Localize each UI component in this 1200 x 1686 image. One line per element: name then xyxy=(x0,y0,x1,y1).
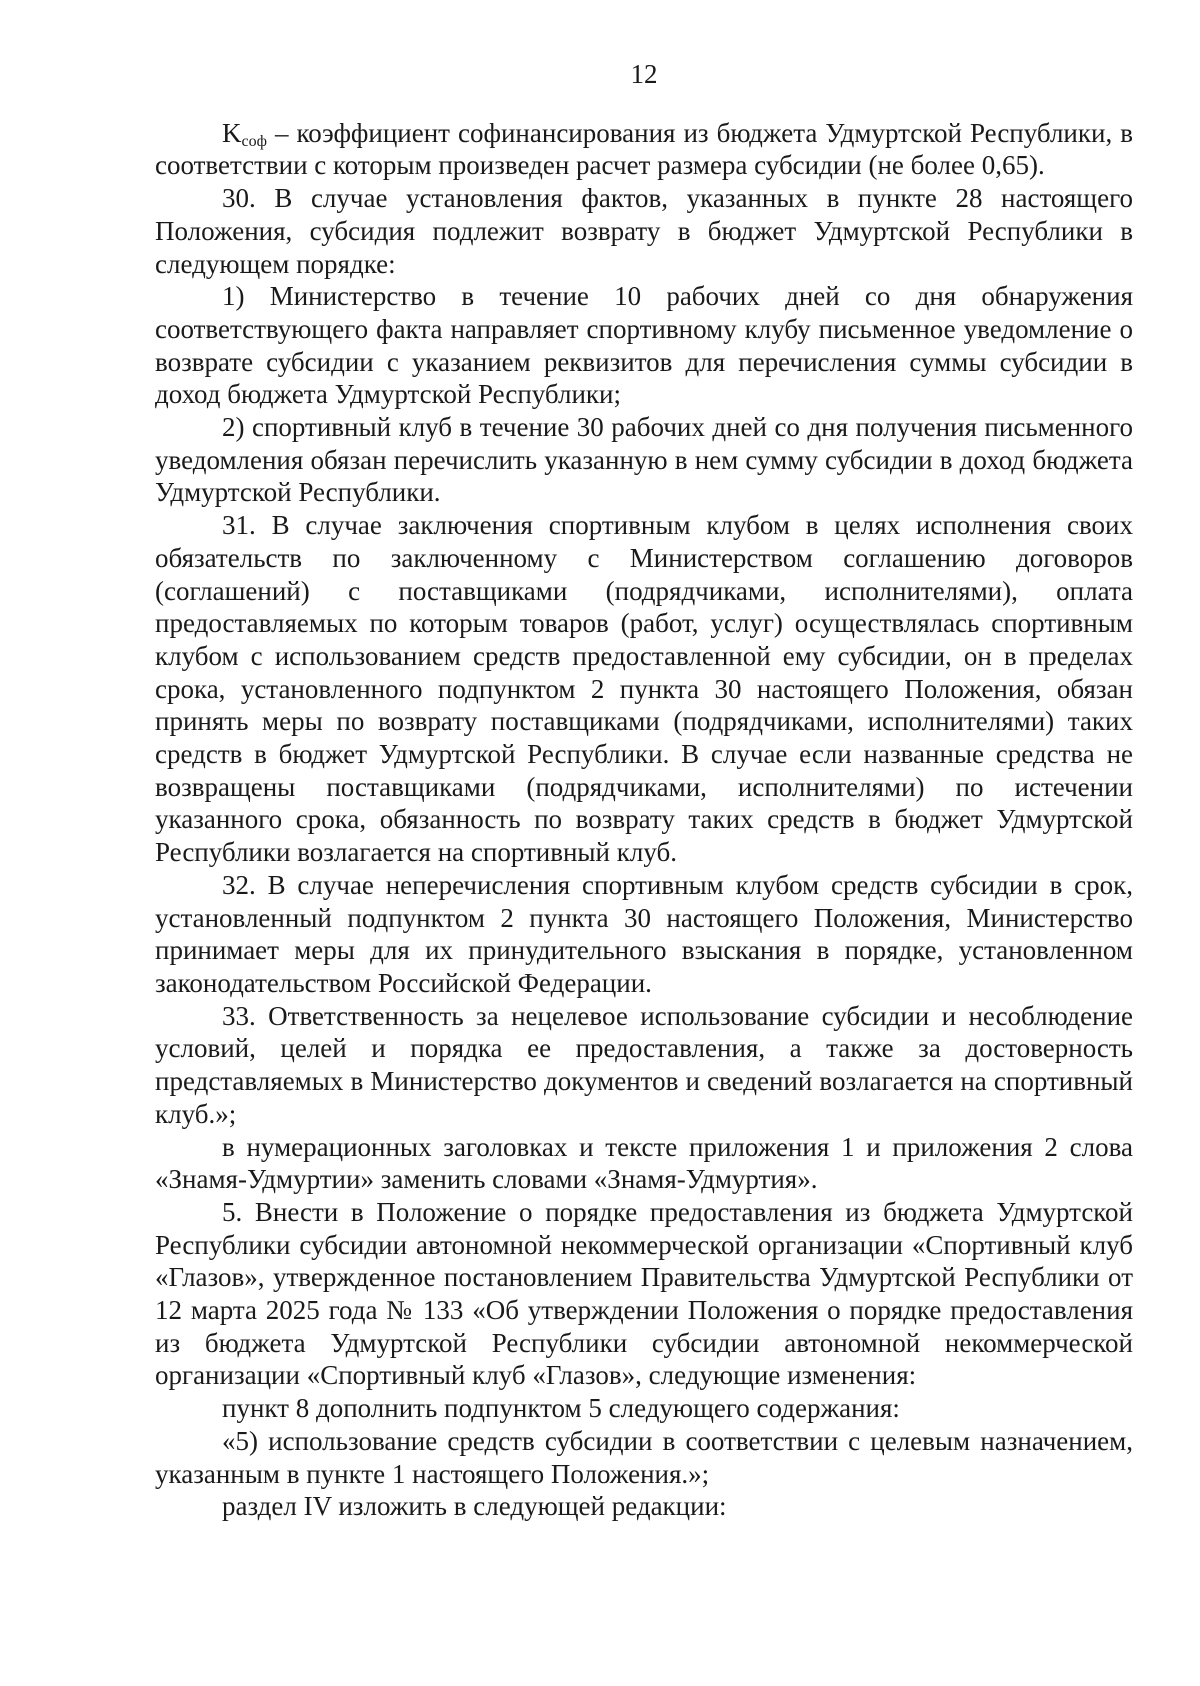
paragraph-5: 5. Внести в Положение о порядке предоставления из бюджета Удмуртской Республики субсидии автономной некоммерческой организации «Спортивный клуб «Глазов», утвержденное постановлением Правительства Удмуртской Республики от 12 марта 2025 года № 133 «Об утверждении Положения о порядке предоставления из бюджета Удмуртской Республики субсидии автономной некоммерческой организации «Спортивный клуб «Глазов», следующие изменения: xyxy=(155,1196,1133,1391)
paragraph-30-item-2: 2) спортивный клуб в течение 30 рабочих дней со дня получения письменного уведомления обязан перечислить указанную в нем сумму субсидии в доход бюджета Удмуртской Республики. xyxy=(155,412,1133,508)
paragraph-30: 30. В случае установления фактов, указанных в пункте 28 настоящего Положения, субсидия подлежит возврату в бюджет Удмуртской Республики в следующем порядке: xyxy=(155,183,1133,279)
formula-text: – коэффициент софинансирования из бюджета Удмуртской Республики, в соответствии с которым произведен расчет размера субсидии (не более 0,65). xyxy=(155,117,1133,181)
paragraph-section-4: раздел IV изложить в следующей редакции: xyxy=(222,1491,727,1522)
document-page xyxy=(155,58,1133,1523)
paragraph-30-item-1: 1) Министерство в течение 10 рабочих дней со дня обнаружения соответствующего факта направляет спортивному клубу письменное уведомление о возврате субсидии с указанием реквизитов для перечисления суммы субсидии в доход бюджета Удмуртской Республики; xyxy=(155,281,1133,410)
page-number: 12 xyxy=(630,59,658,89)
paragraph-31: 31. В случае заключения спортивным клубом в целях исполнения своих обязательств по заключенному с Министерством соглашению договоров (соглашений) с поставщиками (подрядчиками, исполнителями), оплата предоставляемых по которым товаров (работ, услуг) осуществлялась спортивным клубом с использованием средств предоставленной ему субсидии, он в пределах срока, установленного подпунктом 2 пункта 30 настоящего Положения, обязан принять меры по возврату поставщиками (подрядчиками, исполнителями) таких средств в бюджет Удмуртской Республики. В случае если названные средства не возвращены поставщиками (подрядчиками, исполнителями) по истечении указанного срока, обязанность по возврату таких средств в бюджет Удмуртской Республики возлагается на спортивный клуб. xyxy=(155,510,1133,868)
formula-subscript: соф xyxy=(241,132,267,150)
paragraph-subpoint-5: «5) использование средств субсидии в соответствии с целевым назначением, указанным в пункте 1 настоящего Положения.»; xyxy=(155,1425,1133,1489)
formula-definition xyxy=(155,117,1133,182)
paragraph-appendix-rename: в нумерационных заголовках и тексте приложения 1 и приложения 2 слова «Знамя-Удмуртии» заменить словами «Знамя-Удмуртия». xyxy=(155,1131,1133,1195)
paragraph-33: 33. Ответственность за нецелевое использование субсидии и несоблюдение условий, целей и порядка ее предоставления, а также за достоверность представляемых в Министерство документов и сведений возлагается на спортивный клуб.»; xyxy=(155,1000,1133,1129)
paragraph-32: 32. В случае неперечисления спортивным клубом средств субсидии в срок, установленный подпунктом 2 пункта 30 настоящего Положения, Министерство принимает меры для их принудительного взыскания в порядке, установленном законодательством Российской Федерации. xyxy=(155,869,1133,998)
paragraph-point-8: пункт 8 дополнить подпунктом 5 следующего содержания: xyxy=(222,1393,900,1424)
formula-symbol: K xyxy=(222,117,242,148)
